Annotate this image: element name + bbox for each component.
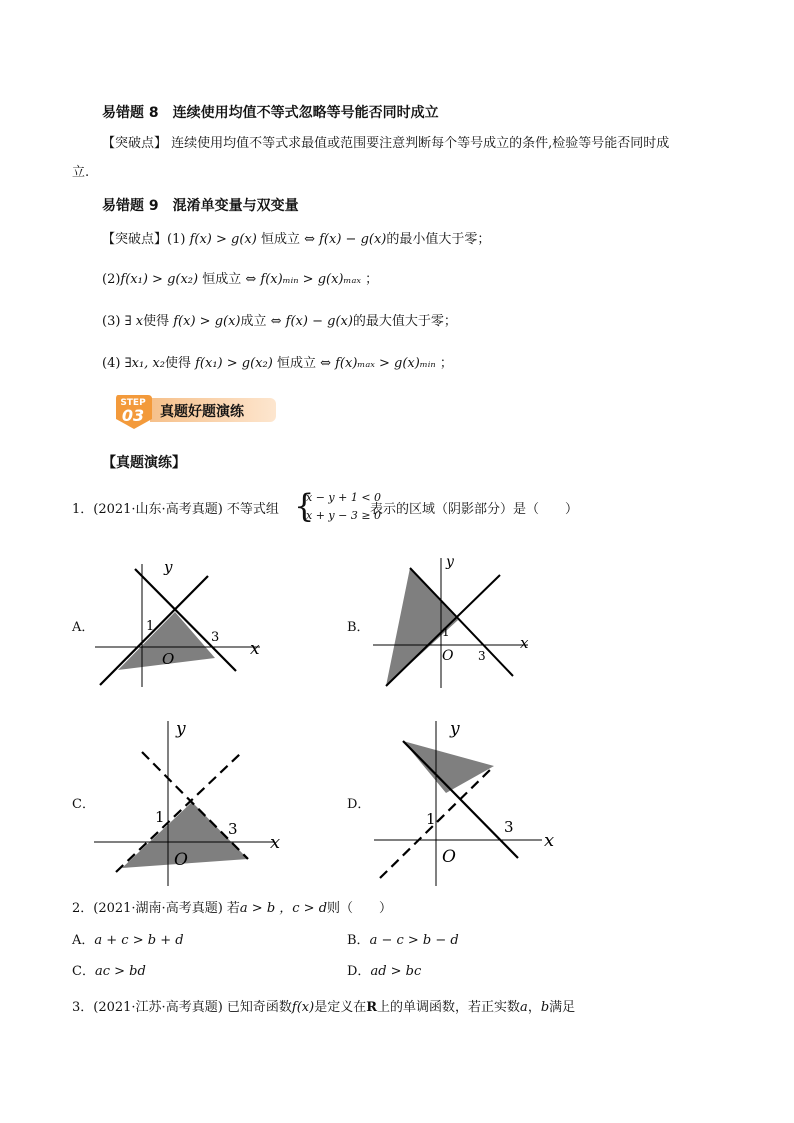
q3-real-set: R [366,1000,378,1015]
q2-option-d-text: ad > bc [370,964,422,979]
q2-stem [72,901,392,917]
q1-option-a-label: A． [72,620,95,635]
line2-math-1: f(x₁) > g(x₂) [120,272,199,287]
q3-mid: 是定义在 [314,1000,367,1015]
section-8-title: 易错题 8 连续使用均值不等式忽略等号能否同时成立 [102,105,439,121]
q3-math-b: b [540,1000,550,1015]
line4-text-0: 使得 [164,356,191,371]
q1-option-b-label: B． [347,620,370,635]
step-label: STEP [120,398,146,408]
step-number: 03 [121,406,145,425]
y-axis-label: y [446,554,454,570]
origin-label: O [174,850,188,870]
section-9-line-1 [102,232,490,248]
q2-option-c-label: C． [72,964,95,979]
q2-option-d-label: D． [347,964,371,979]
banner-title: 真题好题演练 [160,404,244,420]
q2-stem-prefix: 2．(2021·湖南·高考真题) 若 [72,901,240,916]
q1-option-a-graph[interactable] [90,552,270,692]
line4-prefix: (4) [102,356,121,371]
q3-prefix: 3．(2021·江苏·高考真题) 已知奇函数 [72,1000,292,1015]
q1-ineq-1: x − y + 1 < 0 [306,491,382,504]
section-8-tip-line1: 【突破点】 连续使用均值不等式求最值或范围要注意判断每个等号成立的条件,检验等号能否同时成 [102,136,670,151]
line4-text-1: 恒成立 ⇔ [276,356,331,371]
q1-option-b-graph[interactable] [368,548,538,693]
q2-stem-math: a > b ，c > d [239,901,328,916]
section-9-line-3 [102,314,457,330]
section-9-line-2 [102,272,378,288]
x-axis-label: x [250,639,260,659]
section-8-tip-line2: 立. [72,165,90,180]
line2-text-1: 恒成立 ⇔ [202,272,257,287]
q2-option-b-text: a − c > b − d [369,933,459,948]
line1-math-1: f(x) > g(x) [189,232,257,247]
line4-math-1: f(x₁) > g(x₂) [195,356,273,371]
q2-option-b[interactable] [347,933,459,949]
q3-math-a: a [520,1000,528,1015]
q2-option-a[interactable] [72,933,184,949]
tick-1: 1 [426,810,436,828]
q2-option-a-text: a + c > b + d [94,933,184,948]
q1-ineq-2: x + y − 3 ≥ 0 [306,509,382,522]
line4-math-0: ∃x₁, x₂ [124,356,165,371]
tick-3: 3 [228,820,238,838]
tick-3: 3 [478,649,486,663]
q2-option-a-label: A． [72,933,95,948]
line3-math-0: ∃ x [124,314,144,329]
origin-label: O [442,847,456,867]
x-axis-label: x [544,830,555,851]
q1-prefix: 1．(2021·山东·高考真题) 不等式组 [72,502,279,517]
q2-option-c-text: ac > bd [94,964,146,979]
practice-heading: 【真题演练】 [102,455,186,471]
line2-math-2: f(x)ₘᵢₙ > g(x)ₘₐₓ [260,272,361,287]
line3-text-0: 使得 [143,314,170,329]
q1-option-c-label: C． [72,797,95,812]
line3-math-1: f(x) > g(x) [173,314,241,329]
line2-text-2: ； [365,272,379,287]
y-axis-label: y [176,719,186,739]
q1-option-d-label: D． [347,797,371,812]
q3-sep: ， [527,1000,541,1015]
tick-3: 3 [211,630,220,645]
x-axis-label: x [270,832,281,853]
q2-option-d[interactable] [347,964,421,980]
line1-math-2: f(x) − g(x) [319,232,387,247]
tick-1: 1 [146,619,155,634]
q1-suffix: 表示的区域（阴影部分）是（ ） [370,502,579,517]
tick-1: 1 [442,625,450,639]
line4-math-2: f(x)ₘₐₓ > g(x)ₘᵢₙ [335,356,436,371]
line1-text-1: 恒成立 ⇔ [260,232,315,247]
y-axis-label: y [164,558,173,576]
line1-text-2: 的最小值大于零； [386,232,491,247]
q3-end: 满足 [549,1000,576,1015]
q2-option-b-label: B． [347,933,370,948]
x-axis-label: x [520,634,529,652]
line3-math-2: f(x) − g(x) [285,314,353,329]
origin-label: O [162,650,175,668]
q2-stem-suffix: 则（ ） [327,901,393,916]
line3-text-2: 的最大值大于零； [352,314,457,329]
q1-brace: { [294,487,315,525]
shaded-region [403,741,494,793]
y-axis-label: y [450,719,460,739]
line3-prefix: (3) [102,314,121,329]
section-9-title: 易错题 9 混淆单变量与双变量 [102,198,299,214]
line3-text-1: 成立 ⇔ [240,314,282,329]
q3-math-f: f(x) [291,1000,315,1015]
q3-stem [72,1000,575,1016]
step-badge-icon [112,393,154,431]
line2-prefix: (2) [102,272,121,287]
line1-prefix: 【突破点】(1) [102,232,186,247]
q3-suffix: 上的单调函数，若正实数 [377,1000,521,1015]
line4-text-2: ； [439,356,453,371]
origin-label: O [442,648,454,664]
section-9-line-4 [102,356,453,372]
q1-option-d-graph[interactable] [370,716,570,888]
q1-option-c-graph[interactable] [92,716,292,888]
tick-3: 3 [504,818,514,836]
q2-option-c[interactable] [72,964,146,980]
tick-1: 1 [155,808,165,826]
